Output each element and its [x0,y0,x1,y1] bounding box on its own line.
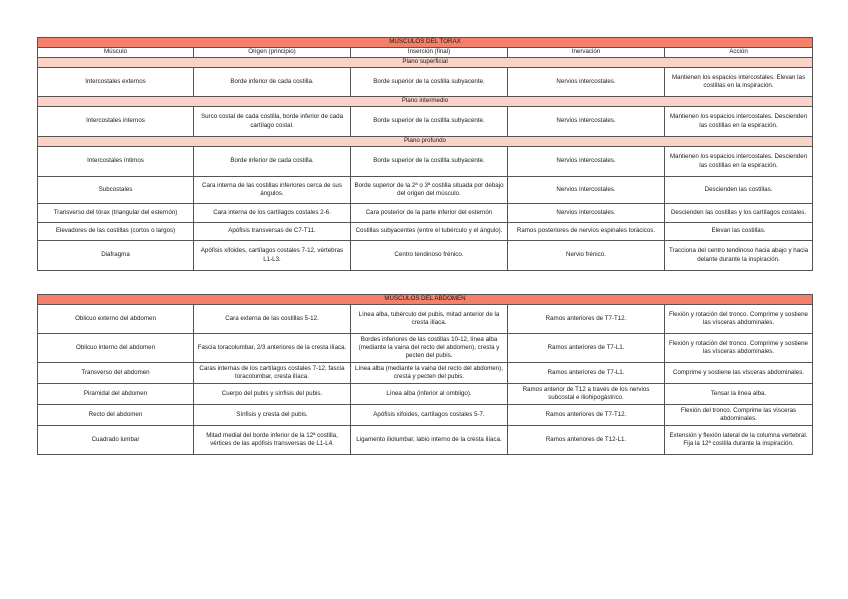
table-row [38,305,813,334]
insertion-cell: Línea alba, tubérculo del pubis, mitad anterior de la cresta ilíaca. [351,305,508,334]
insertion-cell: Borde superior de la 2ª o 3ª costilla situada por debajo del origen del músculo. [351,177,508,204]
plane-intermedio-label: Plano intermedio [38,97,813,107]
origin-cell: Surco costal de cada costilla, borde inferior de cada cartílago costal. [194,107,351,137]
table-row [38,204,813,223]
table-row [38,384,813,405]
innervation-cell: Nervios intercostales. [508,204,665,223]
insertion-cell: Apófisis xifoides, cartílagos costales 5-7. [351,405,508,426]
muscle-name: Intercostales externos [38,68,194,97]
insertion-cell: Bordes inferiores de las costillas 10-12, línea alba (mediante la vaina del recto del abdomen), cresta y pecten del pubis. [351,334,508,363]
table-row [38,334,813,363]
innervation-cell: Nervio frénico. [508,241,665,271]
action-cell: Tensar la línea alba. [665,384,813,405]
header-inervacion: Inervación [508,48,665,58]
muscle-name: Cuadrado lumbar [38,426,194,455]
insertion-cell: Línea alba (inferior al ombligo). [351,384,508,405]
action-cell: Descienden las costillas. [665,177,813,204]
innervation-cell: Ramos anteriores de T12-L1. [508,426,665,455]
innervation-cell: Nervios intercostales. [508,147,665,177]
action-cell: Flexión y rotación del tronco. Comprime y sostiene las vísceras abdominales. [665,334,813,363]
action-cell: Flexión del tronco. Comprime las vísceras abdominales. [665,405,813,426]
muscle-name: Piramidal del abdomen [38,384,194,405]
header-accion: Acción [665,48,813,58]
origin-cell: Borde inferior de cada costilla. [194,147,351,177]
action-cell: Mantienen los espacios intercostales. Descienden las costillas en la espiración. [665,107,813,137]
action-cell: Extensión y flexión lateral de la columna vertebral. Fija la 12ª costilla durante la inspiración. [665,426,813,455]
header-insercion: Inserción (final) [351,48,508,58]
muscle-name: Transverso del tórax (triangular del esternón) [38,204,194,223]
muscle-name: Transverso del abdomen [38,363,194,384]
innervation-cell: Nervios intercostales. [508,68,665,97]
insertion-cell: Cara posterior de la parte inferior del esternón [351,204,508,223]
muscle-name: Diafragma [38,241,194,271]
action-cell: Tracciona del centro tendinoso hacia abajo y hacia delante durante la inspiración. [665,241,813,271]
origin-cell: Cuerpo del pubis y sínfisis del pubis. [194,384,351,405]
muscle-name: Subcostales [38,177,194,204]
muscle-name: Intercostales íntimos [38,147,194,177]
origin-cell: Cara interna de los cartílagos costales 2-6. [194,204,351,223]
insertion-cell: Borde superior de la costilla subyacente. [351,107,508,137]
plane-superficial-label: Plano superficial [38,58,813,68]
innervation-cell: Ramos anterior de T12 a través de los nervios subcostal e iliohipogástrico. [508,384,665,405]
table-row [38,177,813,204]
muscle-name: Elevadores de las costillas (cortos o largos) [38,223,194,241]
action-cell: Descienden las costillas y los cartílagos costales. [665,204,813,223]
origin-cell: Apófisis xifoides, cartílagos costales 7-12, vértebras L1-L3. [194,241,351,271]
table-row [38,223,813,241]
innervation-cell: Nervios intercostales. [508,177,665,204]
action-cell: Flexión y rotación del tronco. Comprime y sostiene las vísceras abdominales. [665,305,813,334]
insertion-cell: Línea alba (mediante la vaina del recto del abdomen), cresta y pecten del pubis. [351,363,508,384]
thorax-table-title: MÚSCULOS DEL TÓRAX [38,38,813,48]
header-origen: Origen (principio) [194,48,351,58]
origin-cell: Borde inferior de cada costilla. [194,68,351,97]
origin-cell: Cara externa de las costillas 5-12. [194,305,351,334]
action-cell: Elevan las costillas. [665,223,813,241]
table-row [38,241,813,271]
origin-cell: Cara interna de las costillas inferiores cerca de sus ángulos. [194,177,351,204]
table-row [38,426,813,455]
insertion-cell: Ligamento iliolumbar, labio interno de la cresta ilíaca. [351,426,508,455]
innervation-cell: Ramos anteriores de T7-L1. [508,334,665,363]
muscle-name: Oblicuo externo del abdomen [38,305,194,334]
thorax-muscles-table [37,37,813,271]
action-cell: Mantienen los espacios intercostales. Elevan las costillas en la inspiración. [665,68,813,97]
muscle-name: Recto del abdomen [38,405,194,426]
origin-cell: Mitad medial del borde inferior de la 12ª costilla, vértices de las apófisis transversas de L1-L4. [194,426,351,455]
table-row [38,107,813,137]
action-cell: Comprime y sostiene las vísceras abdominales. [665,363,813,384]
action-cell: Mantienen los espacios intercostales. Descienden las costillas en la espiración. [665,147,813,177]
abdomen-table-title: MÚSCULOS DEL ABDOMEN [38,295,813,305]
muscle-name: Intercostales internos [38,107,194,137]
innervation-cell: Ramos anteriores de T7-T12. [508,305,665,334]
muscle-name: Oblicuo interno del abdomen [38,334,194,363]
insertion-cell: Borde superior de la costilla subyacente. [351,147,508,177]
insertion-cell: Costillas subyacentes (entre el tubérculo y el ángulo). [351,223,508,241]
table-row [38,68,813,97]
table-row [38,405,813,426]
insertion-cell: Borde superior de la costilla subyacente. [351,68,508,97]
origin-cell: Apófisis transversas de C7-T11. [194,223,351,241]
abdomen-muscles-table [37,294,813,455]
plane-profundo-label: Plano profundo [38,137,813,147]
thorax-header-row [38,48,813,58]
innervation-cell: Ramos anteriores de T7-T12. [508,405,665,426]
origin-cell: Sínfisis y cresta del pubis. [194,405,351,426]
insertion-cell: Centro tendinoso frénico. [351,241,508,271]
table-row [38,147,813,177]
origin-cell: Fascia toracolumbar, 2/3 anteriores de la cresta ilíaca. [194,334,351,363]
innervation-cell: Ramos anteriores de T7-L1. [508,363,665,384]
innervation-cell: Nervios intercostales. [508,107,665,137]
header-musculo: Músculo [38,48,194,58]
origin-cell: Caras internas de los cartílagos costales 7-12, fascia toracolumbar, cresta ilíaca. [194,363,351,384]
innervation-cell: Ramos posteriores de nervios espinales torácicos. [508,223,665,241]
table-row [38,363,813,384]
